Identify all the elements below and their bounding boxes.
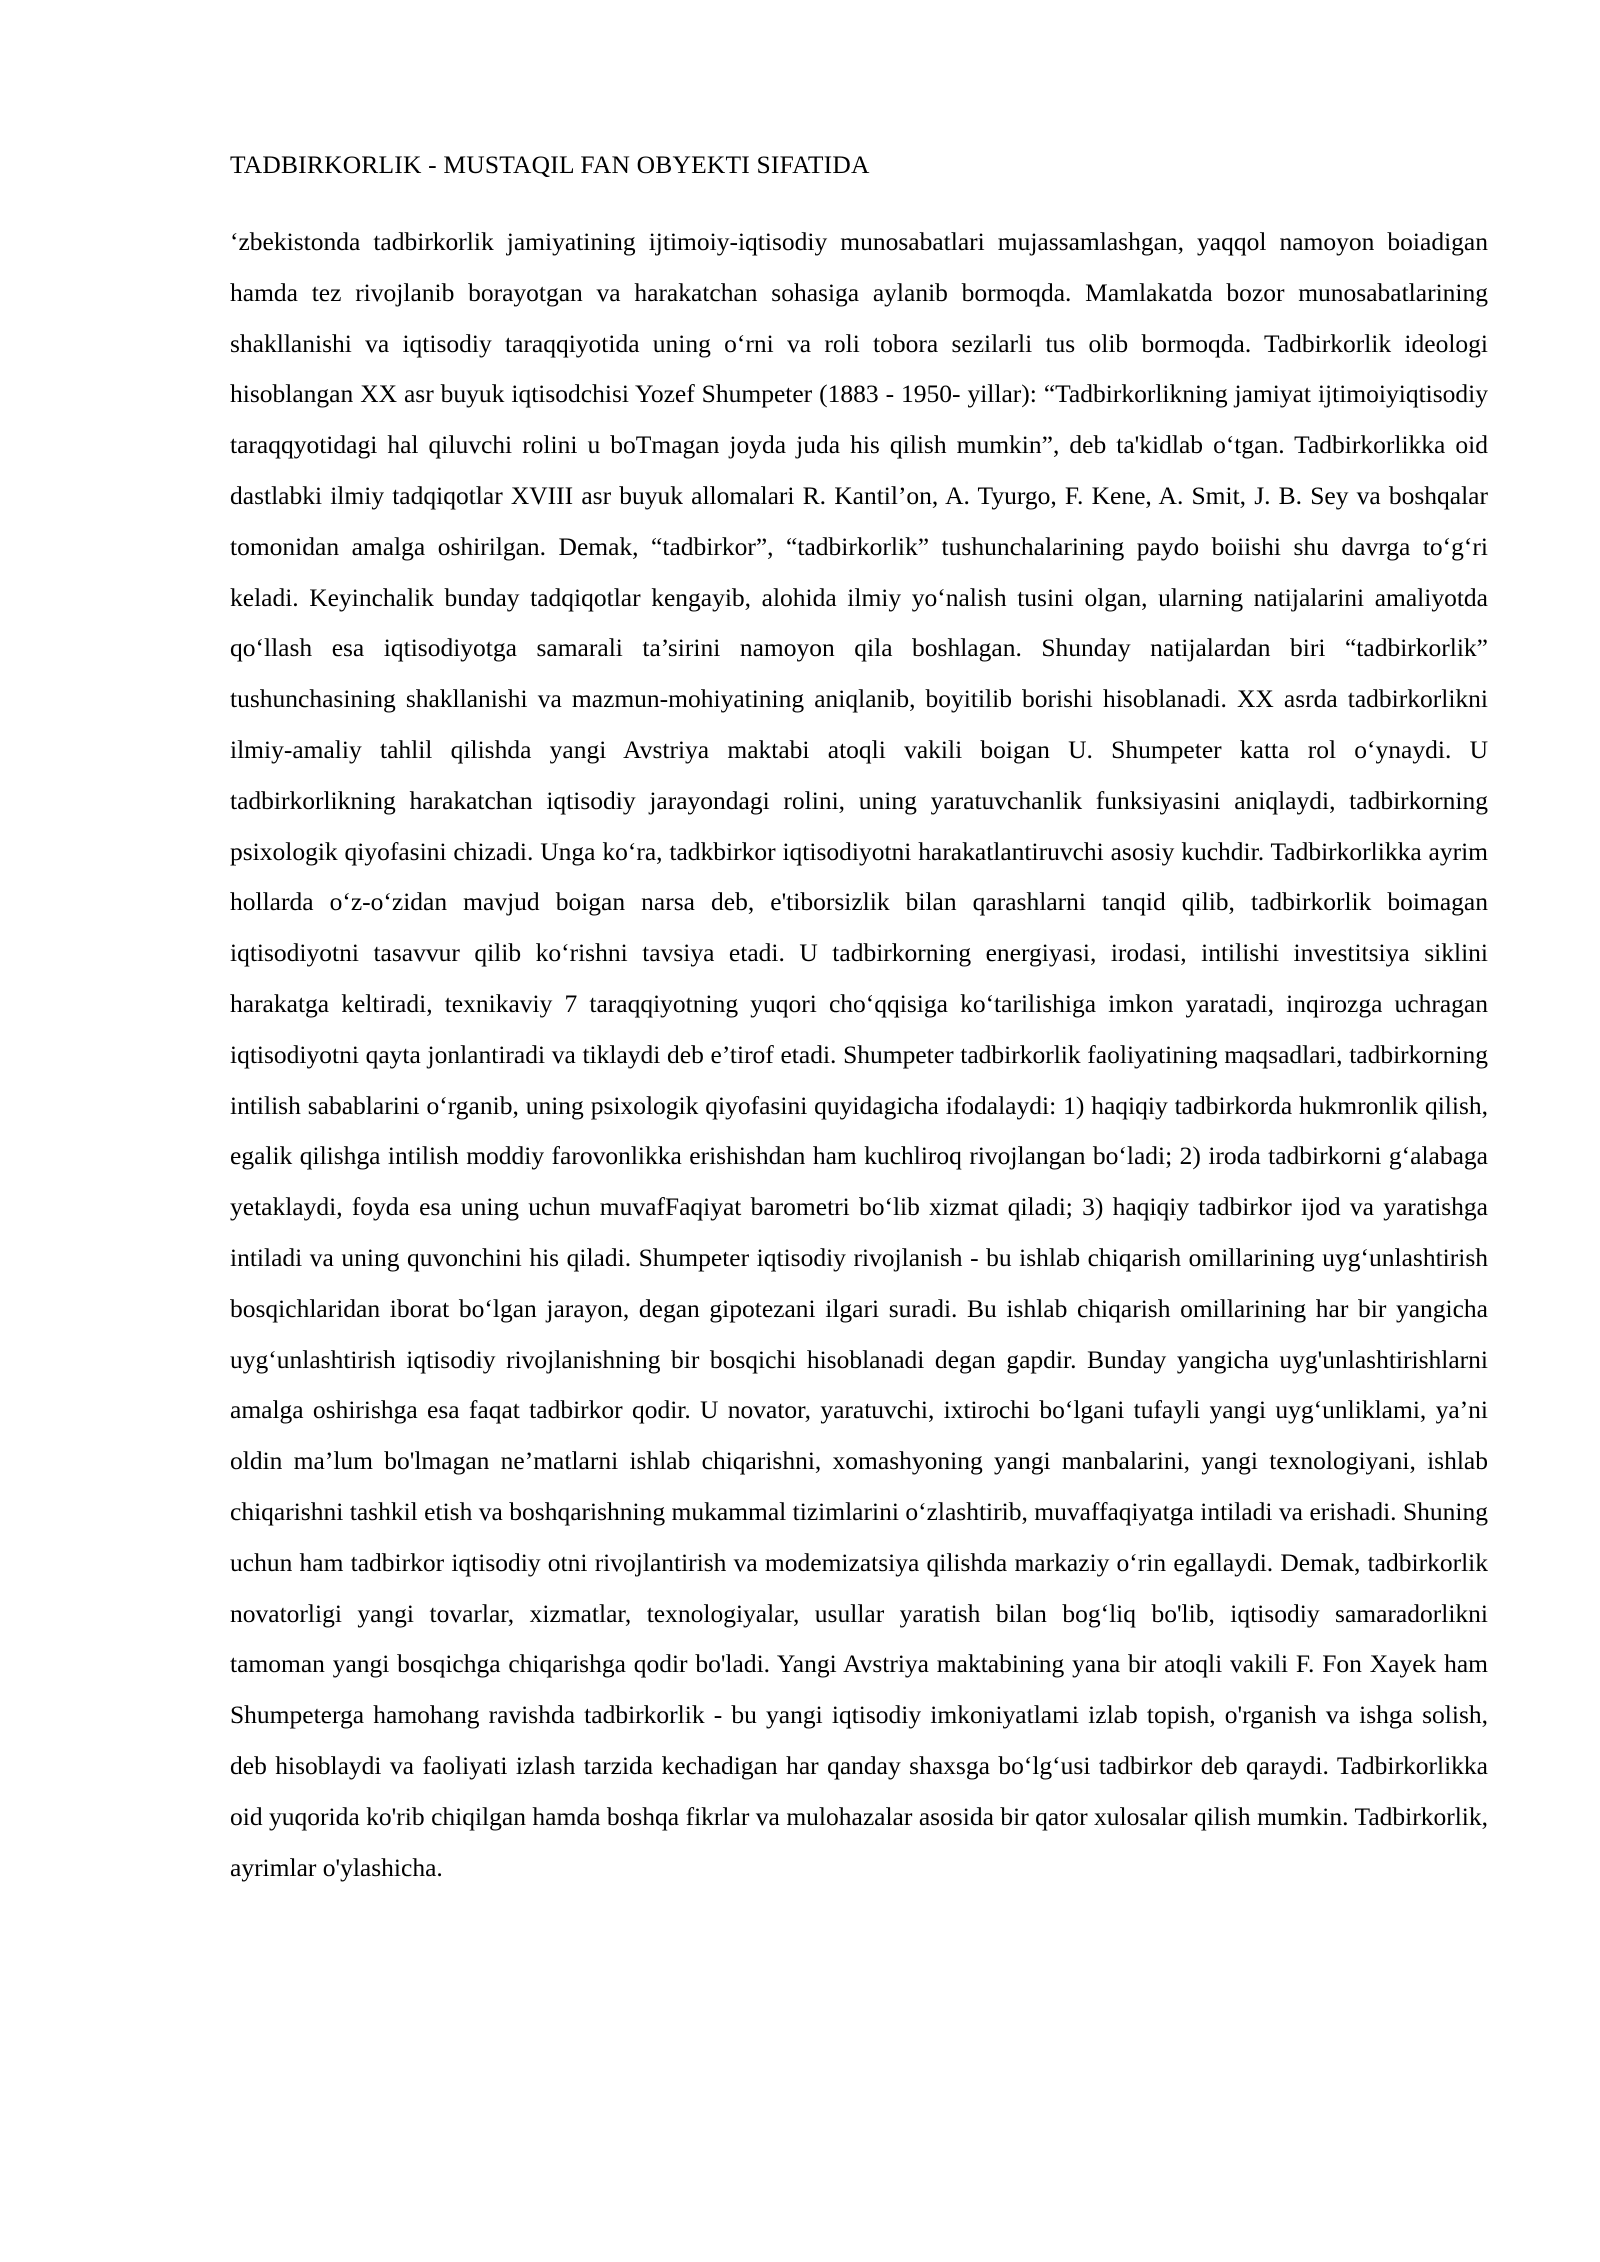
document-title: TADBIRKORLIK - MUSTAQIL FAN OBYEKTI SIFATIDA xyxy=(230,150,870,179)
document-body-paragraph: ‘zbekistonda tadbirkorlik jamiyatining ijtimoiy-iqtisodiy munosabatlari mujassamlashgan, yaqqol namoyon boiadigan hamda tez rivojlanib borayotgan va harakatchan sohasiga aylanib bormoqda. Mamlakatda bozor munosabatlarining shakllanishi va iqtisodiy taraqqiyotida uning o‘rni va roli tobora sezilarli tus olib bormoqda. Tadbirkorlik ideologi hisoblangan XX asr buyuk iqtisodchisi Yozef Shumpeter (1883 - 1950- yillar): “Tadbirkorlikning jamiyat ijtimoiyiqtisodiy taraqqyotidagi hal qiluvchi rolini u boTmagan joyda juda his qilish mumkin”, deb ta'kidlab o‘tgan. Tadbirkorlikka oid dastlabki ilmiy tadqiqotlar XVIII asr buyuk allomalari R. Kantil’on, A. Tyurgo, F. Kene, A. Smit, J. B. Sey va boshqalar tomonidan amalga oshirilgan. Demak, “tadbirkor”, “tadbirkorlik” tushunchalarining paydo boiishi shu davrga to‘g‘ri keladi. Keyinchalik bunday tadqiqotlar kengayib, alohida ilmiy yo‘nalish tusini olgan, ularning natijalarini amaliyotda qo‘llash esa iqtisodiyotga samarali ta’sirini namoyon qila boshlagan. Shunday natijalardan biri “tadbirkorlik” tushunchasining shakllanishi va mazmun-mohiyatining aniqlanib, boyitilib borishi hisoblanadi. XX asrda tadbirkorlikni ilmiy-amaliy tahlil qilishda yangi Avstriya maktabi atoqli vakili boigan U. Shumpeter katta rol o‘ynaydi. U tadbirkorlikning harakatchan iqtisodiy jarayondagi rolini, uning yaratuvchanlik funksiyasini aniqlaydi, tadbirkorning psixologik qiyofasini chizadi. Unga ko‘ra, tadkbirkor iqtisodiyotni harakatlantiruvchi asosiy kuchdir. Tadbirkorlikka ayrim hollarda o‘z-o‘zidan mavjud boigan narsa deb, e'tiborsizlik bilan qarashlarni tanqid qilib, tadbirkorlik boimagan iqtisodiyotni tasavvur qilib ko‘rishni tavsiya etadi. U tadbirkorning energiyasi, irodasi, intilishi investitsiya siklini harakatga keltiradi, texnikaviy 7 taraqqiyotning yuqori cho‘qqisiga ko‘tarilishiga imkon yaratadi, inqirozga uchragan iqtisodiyotni qayta jonlantiradi va tiklaydi deb e’tirof etadi. Shumpeter tadbirkorlik faoliyatining maqsadlari, tadbirkorning intilish sabablarini o‘rganib, uning psixologik qiyofasini quyidagicha ifodalaydi: 1) haqiqiy tadbirkorda hukmronlik qilish, egalik qilishga intilish moddiy farovonlikka erishishdan ham kuchliroq rivojlangan bo‘ladi; 2) iroda tadbirkorni g‘alabaga yetaklaydi, foyda esa uning uchun muvafFaqiyat barometri bo‘lib xizmat qiladi; 3) haqiqiy tadbirkor ijod va yaratishga intiladi va uning quvonchini his qiladi. Shumpeter iqtisodiy rivojlanish - bu ishlab chiqarish omillarining uyg‘unlashtirish bosqichlaridan iborat bo‘lgan jarayon, degan gipotezani ilgari suradi. Bu ishlab chiqarish omillarining har bir yangicha uyg‘unlashtirish iqtisodiy rivojlanishning bir bosqichi hisoblanadi degan gapdir. Bunday yangicha uyg'unlashtirishlarni amalga oshirishga esa faqat tadbirkor qodir. U novator, yaratuvchi, ixtirochi bo‘lgani tufayli yangi uyg‘unliklami, ya’ni oldin ma’lum bo'lmagan ne’matlarni ishlab chiqarishni, xomashyoning yangi manbalarini, yangi texnologiyani, ishlab chiqarishni tashkil etish va boshqarishning mukammal tizimlarini o‘zlashtirib, muvaffaqiyatga intiladi va erishadi. Shuning uchun ham tadbirkor iqtisodiy otni rivojlantirish va modemizatsiya qilishda markaziy o‘rin egallaydi. Demak, tadbirkorlik novatorligi yangi tovarlar, xizmatlar, texnologiyalar, usullar yaratish bilan bog‘liq bo'lib, iqtisodiy samaradorlikni tamoman yangi bosqichga chiqarishga qodir bo'ladi. Yangi Avstriya maktabining yana bir atoqli vakili F. Fon Xayek ham Shumpeterga hamohang ravishda tadbirkorlik - bu yangi iqtisodiy imkoniyatlami izlab topish, o'rganish va ishga solish, deb hisoblaydi va faoliyati izlash tarzida kechadigan har qanday shaxsga bo‘lg‘usi tadbirkor deb qaraydi. Tadbirkorlikka oid yuqorida ko'rib chiqilgan hamda boshqa fikrlar va mulohazalar asosida bir qator xulosalar qilish mumkin. Tadbirkorlik, ayrimlar o'ylashicha. xyxy=(230,227,1488,1882)
document-page xyxy=(230,0,1488,2262)
